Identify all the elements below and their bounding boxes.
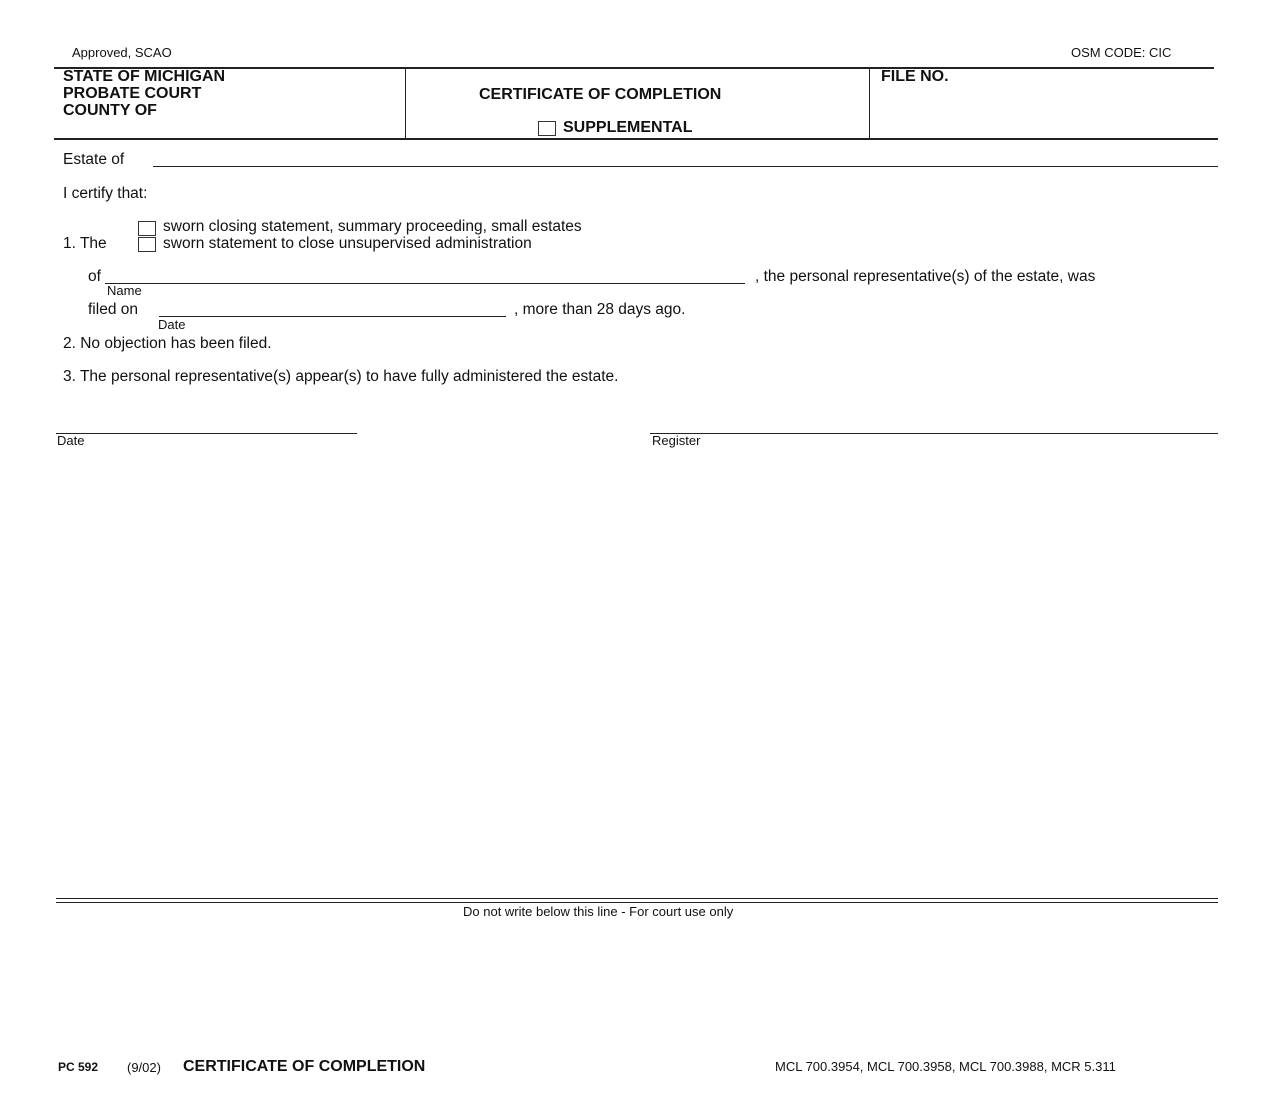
- form-title: CERTIFICATE OF COMPLETION: [479, 86, 722, 103]
- osm-code: OSM CODE: CIC: [1071, 45, 1172, 60]
- header-divider-left: [405, 68, 406, 138]
- estate-label: Estate of: [63, 151, 125, 168]
- footer-form-title: CERTIFICATE OF COMPLETION: [183, 1058, 426, 1075]
- court-use-rule-bottom: [56, 902, 1218, 903]
- filed-on-label: filed on: [88, 301, 138, 318]
- name-caption: Name: [107, 283, 142, 298]
- unsupervised-checkbox[interactable]: [138, 237, 156, 252]
- item-2: 2. No objection has been filed.: [63, 335, 272, 352]
- approved-label: Approved, SCAO: [72, 45, 172, 60]
- header-top-rule: [54, 67, 1214, 69]
- pr-text: , the personal representative(s) of the estate, was: [755, 268, 1096, 285]
- closing-statement-checkbox[interactable]: [138, 221, 156, 236]
- header-bottom-rule: [54, 138, 1218, 140]
- item-3: 3. The personal representative(s) appear(s) to have fully administered the estate.: [63, 368, 619, 385]
- of-label: of: [88, 268, 101, 285]
- supplemental-label: SUPPLEMENTAL: [563, 119, 693, 136]
- unsupervised-option: sworn statement to close unsupervised administration: [163, 235, 532, 252]
- register-caption: Register: [652, 433, 701, 448]
- estate-name-field[interactable]: [153, 166, 1218, 167]
- form-revision: (9/02): [127, 1060, 161, 1075]
- court-use-rule-top: [56, 898, 1218, 899]
- filed-date-caption: Date: [158, 317, 186, 332]
- filed-suffix: , more than 28 days ago.: [514, 301, 686, 318]
- court-name: PROBATE COURT: [63, 85, 202, 102]
- file-no-label: FILE NO.: [881, 68, 949, 85]
- court-state: STATE OF MICHIGAN: [63, 68, 226, 85]
- court-use-notice: Do not write below this line - For court use only: [463, 904, 734, 919]
- register-signature-field[interactable]: [650, 433, 1218, 434]
- header-divider-right: [869, 68, 870, 138]
- supplemental-checkbox[interactable]: [538, 121, 556, 136]
- legal-citations: MCL 700.3954, MCL 700.3958, MCL 700.3988, MCR 5.311: [775, 1059, 1116, 1074]
- court-block: [63, 68, 225, 119]
- form-code: PC 592: [58, 1060, 99, 1074]
- certify-label: I certify that:: [63, 185, 148, 202]
- filed-date-field[interactable]: [159, 316, 506, 317]
- signature-date-field[interactable]: [56, 433, 357, 434]
- closing-statement-option: sworn closing statement, summary proceeding, small estates: [163, 218, 582, 235]
- court-county[interactable]: COUNTY OF: [63, 102, 157, 119]
- item1-prefix: 1. The: [63, 235, 107, 252]
- pr-name-field[interactable]: [105, 283, 745, 284]
- signature-date-caption: Date: [57, 433, 85, 448]
